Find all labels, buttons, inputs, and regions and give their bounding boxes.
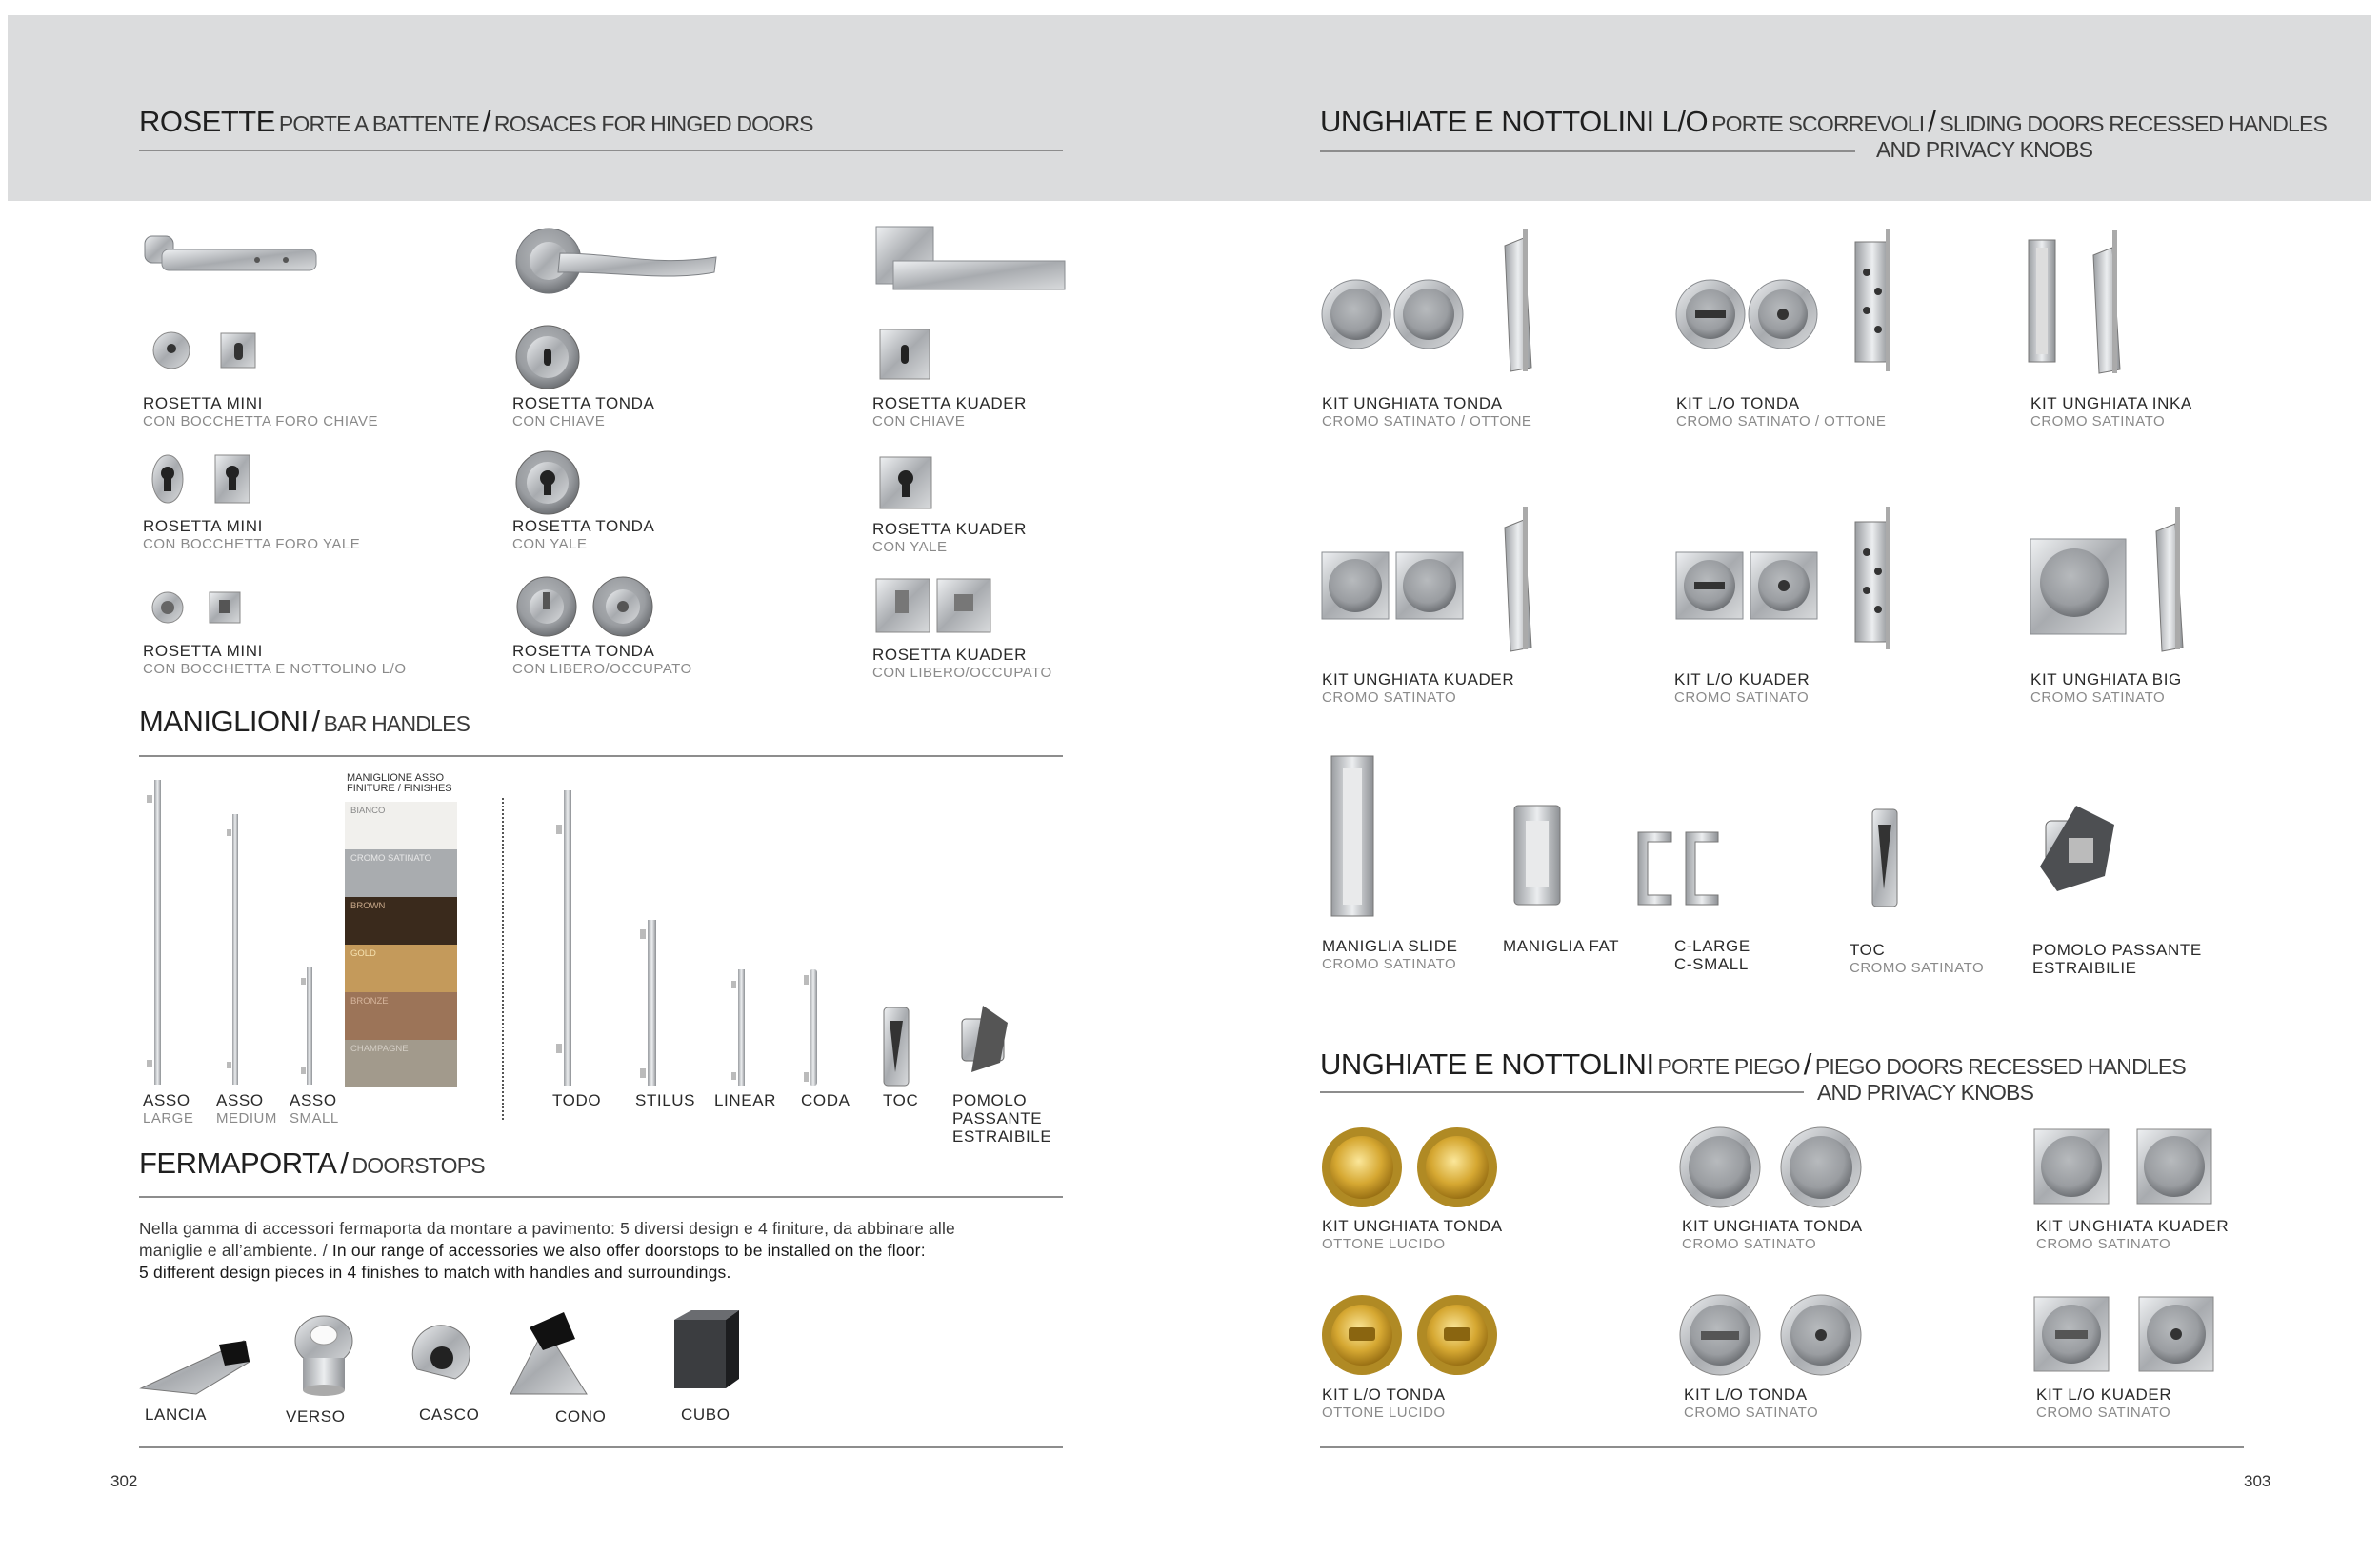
asso-small-label: ASSO SMALL <box>290 1091 339 1126</box>
coda-label: CODA <box>801 1091 850 1109</box>
fermaporta-description: Nella gamma di accessori fermaporta da montare a pavimento: 5 diversi design e 4 finiture, da abbinare alle maniglie e all’ambiente. / In our range of accessories we also offer doorstops to be installed on the floor: 5 different design pieces in 4 finishes to match with handles and surroundings. <box>139 1219 955 1282</box>
sliding-item-label: KIT L/O KUADER CROMO SATINATO <box>1674 670 1810 706</box>
kit-unghiata-tonda-image <box>1320 225 1549 375</box>
rosetta-tonda-chiave-image <box>514 324 581 390</box>
finish-swatch-bianco: BIANCO <box>345 802 457 849</box>
kit-unghiata-inka-image <box>2027 227 2160 375</box>
stilus-label: STILUS <box>635 1091 696 1109</box>
rosetta-tonda-lo-image <box>514 575 657 638</box>
sliding-handles-row3-image <box>1324 752 2162 924</box>
rosetta-tonda-yale-image <box>514 449 581 516</box>
footer-rule-left <box>139 1446 1063 1448</box>
doorstop-lancia-label: LANCIA <box>145 1405 208 1424</box>
piego-row2-image <box>1320 1293 2272 1388</box>
doorstop-cubo-label: CUBO <box>681 1405 730 1424</box>
footer-rule-right <box>1320 1446 2244 1448</box>
sliding-item-label: MANIGLIA SLIDE CROMO SATINATO <box>1322 937 1458 972</box>
kit-lo-kuader-image <box>1674 503 1903 655</box>
divider-dotted <box>502 798 504 1120</box>
finishes-title: MANIGLIONE ASSO FINITURE / FINISHES <box>347 772 452 794</box>
fermaporta-title: FERMAPORTA / DOORSTOPS <box>139 1146 485 1180</box>
piego-item-label: KIT L/O KUADER CROMO SATINATO <box>2036 1386 2172 1421</box>
rosetta-kuader-chiave-image <box>878 328 931 381</box>
todo-label: TODO <box>552 1091 602 1109</box>
linear-label: LINEAR <box>714 1091 777 1109</box>
piego-rule <box>1320 1091 1804 1093</box>
rosette-item-label: ROSETTA MINI CON BOCCHETTA FORO YALE <box>143 517 361 552</box>
rosette-item-label: ROSETTA TONDA CON LIBERO/OCCUPATO <box>512 642 692 677</box>
rosette-title: ROSETTE PORTE A BATTENTE / ROSACES FOR HINGED DOORS <box>139 105 813 138</box>
finish-swatch-gold: GOLD <box>345 945 457 992</box>
piego-title: UNGHIATE E NOTTOLINI PORTE PIEGO / PIEGO DOORS RECESSED HANDLES <box>1320 1047 2186 1081</box>
lever-handle-kuader-image <box>874 223 1069 299</box>
maniglioni-rule <box>139 755 1063 757</box>
finish-swatch-brown: BROWN <box>345 897 457 945</box>
doorstop-casco-label: CASCO <box>419 1405 480 1424</box>
sliding-item-label: POMOLO PASSANTE ESTRAIBILIE <box>2032 941 2202 977</box>
rosette-item-label: ROSETTA KUADER CON LIBERO/OCCUPATO <box>872 646 1052 681</box>
finishes-panel <box>345 773 457 1087</box>
sliding-item-label: C-LARGE C-SMALL <box>1674 937 1750 973</box>
finish-swatch-bronze: BRONZE <box>345 992 457 1040</box>
rosette-item-label: ROSETTA KUADER CON YALE <box>872 520 1028 555</box>
sliding-item-label: KIT UNGHIATA BIG CROMO SATINATO <box>2030 670 2182 706</box>
rosette-item-label: ROSETTA TONDA CON CHIAVE <box>512 394 655 429</box>
kit-lo-tonda-image <box>1674 225 1903 375</box>
bar-handles-image <box>552 787 1048 1091</box>
page-number-right: 303 <box>2244 1472 2271 1490</box>
rosette-rule <box>139 150 1063 151</box>
maniglioni-title: MANIGLIONI / BAR HANDLES <box>139 705 470 738</box>
piego-row1-image <box>1320 1126 2272 1221</box>
piego-item-label: KIT L/O TONDA CROMO SATINATO <box>1684 1386 1819 1421</box>
asso-handles-image <box>143 776 324 1090</box>
rosetta-mini-chiave-image <box>152 329 259 371</box>
doorstop-verso-label: VERSO <box>286 1407 346 1425</box>
fermaporta-rule <box>139 1196 1063 1198</box>
lever-handle-tonda-image <box>512 225 722 297</box>
finish-swatch-champagne: CHAMPAGNE <box>345 1040 457 1087</box>
sliding-subtitle-line2: AND PRIVACY KNOBS <box>1876 137 2093 162</box>
rosetta-mini-lo-image <box>150 588 246 627</box>
rosette-item-label: ROSETTA KUADER CON CHIAVE <box>872 394 1028 429</box>
piego-item-label: KIT L/O TONDA OTTONE LUCIDO <box>1322 1386 1446 1421</box>
sliding-item-label: KIT UNGHIATA KUADER CROMO SATINATO <box>1322 670 1515 706</box>
piego-subtitle-line2: AND PRIVACY KNOBS <box>1817 1080 2034 1105</box>
doorstop-cono-label: CONO <box>555 1407 607 1425</box>
page-number-left: 302 <box>110 1472 138 1490</box>
sliding-item-label: KIT UNGHIATA TONDA CROMO SATINATO / OTTONE <box>1322 394 1532 429</box>
asso-medium-label: ASSO MEDIUM <box>216 1091 277 1126</box>
toc-label: TOC <box>883 1091 919 1109</box>
rosetta-kuader-yale-image <box>878 455 933 510</box>
rosetta-kuader-lo-image <box>874 577 996 636</box>
sliding-title: UNGHIATE E NOTTOLINI L/O PORTE SCORREVOLI / SLIDING DOORS RECESSED HANDLES <box>1320 105 2328 138</box>
doorstops-image <box>139 1303 749 1404</box>
finish-swatch-cromo: CROMO SATINATO <box>345 849 457 897</box>
sliding-item-label: TOC CROMO SATINATO <box>1850 941 1985 976</box>
sliding-item-label: KIT UNGHIATA INKA CROMO SATINATO <box>2030 394 2192 429</box>
kit-unghiata-big-image <box>2027 503 2198 655</box>
lever-handle-mini-image <box>143 229 324 288</box>
piego-item-label: KIT UNGHIATA TONDA CROMO SATINATO <box>1682 1217 1863 1252</box>
rosette-item-label: ROSETTA TONDA CON YALE <box>512 517 655 552</box>
rosetta-mini-yale-image <box>150 453 255 505</box>
sliding-rule <box>1320 150 1855 152</box>
pomolo-label: POMOLO PASSANTE ESTRAIBILE <box>952 1091 1052 1146</box>
kit-unghiata-kuader-image <box>1320 503 1549 655</box>
piego-item-label: KIT UNGHIATA TONDA OTTONE LUCIDO <box>1322 1217 1503 1252</box>
rosette-item-label: ROSETTA MINI CON BOCCHETTA FORO CHIAVE <box>143 394 378 429</box>
rosette-item-label: ROSETTA MINI CON BOCCHETTA E NOTTOLINO L/O <box>143 642 407 677</box>
asso-large-label: ASSO LARGE <box>143 1091 194 1126</box>
sliding-item-label: KIT L/O TONDA CROMO SATINATO / OTTONE <box>1676 394 1887 429</box>
sliding-item-label: MANIGLIA FAT <box>1503 937 1620 955</box>
piego-item-label: KIT UNGHIATA KUADER CROMO SATINATO <box>2036 1217 2230 1252</box>
